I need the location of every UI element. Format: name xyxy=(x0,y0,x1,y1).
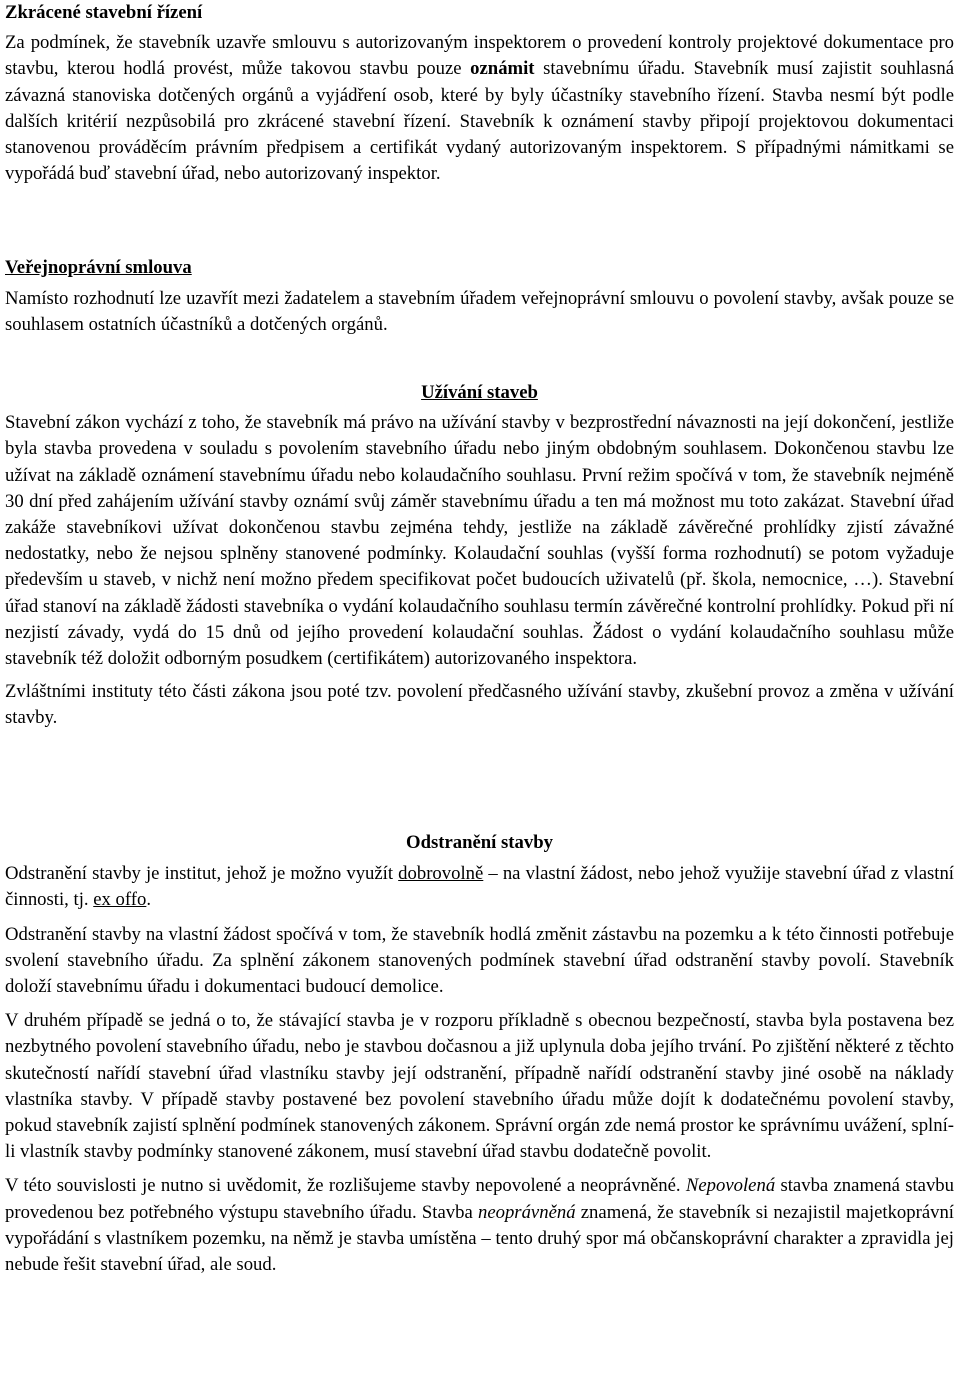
underlined-term-ex-offo: ex offo xyxy=(93,889,147,911)
text-run: Namísto rozhodnutí lze uzavřít mezi žadatelem a stavebním úřadem veřejnoprávní smlouvu o povolení stavby, avšak pouze se souhlasem ostatních účastníků a dotčených orgánů. xyxy=(5,288,954,336)
text-run: V druhém případě se jedná o to, že stávající stavba je v rozporu příkladně s obecnou bezpečností, stavba byla postavena bez nezbytného povolení stavebního úřadu, nebo je stavbou dočasnou a již uplynula doba jejího trvání. Po zjištění některé z těchto skutečností nařídí stavební úřad vlastníku stavby její odstranění, případně nařídí odstranění stavby jiné osobě na náklady vlastníka stavby. V případě stavby postavené bez povolení stavebního úřadu může dojít k dodatečnému povolení stavby, pokud stavebník zajistí splnění podmínek stanovených zákonem. Správní orgán zde nemá prostor ke správnímu uvážení, splní-li vlastník stavby podmínky stanovené zákonem, musí stavební úřad stavbu dodatečně povolit. xyxy=(5,1010,954,1163)
text-run: Zvláštními instituty této části zákona jsou poté tzv. povolení předčasného užívání stavby, zkušební provoz a změna v užívání stavby. xyxy=(5,681,954,729)
section-heading: Veřejnoprávní smlouva xyxy=(5,257,192,278)
underlined-term-dobrovolne: dobrovolně xyxy=(398,863,484,885)
bold-term-oznamit: oznámit xyxy=(470,58,535,80)
paragraph xyxy=(5,861,954,913)
section-heading: Užívání staveb xyxy=(421,382,538,403)
text-run: Odstranění stavby na vlastní žádost spočívá v tom, že stavebník hodlá změnit zástavbu na pozemku a k této činnosti potřebuje svolení stavebního úřadu. Za splnění zákonem stanovených podmínek stavební úřad odstranění stavby povolí. Stavebník doloží stavebnímu úřadu i dokumentaci budoucí demolice. xyxy=(5,923,954,998)
italic-term-neopravnena: neoprávněná xyxy=(477,1201,576,1223)
paragraph xyxy=(5,286,954,338)
text-run: Stavební zákon vychází z toho, že stavebník má právo na užívání stavby v bezprostřední návaznosti na její dokončení, jestliže byla stavba provedena v souladu s povolením stavebního úřadu nebo jiným obdobným souhlasem. Dokončenou stavbu lze užívat na základě oznámení stavebnímu úřadu nebo kolaudačního souhlasu. První režim spočívá v tom, že stavebník nejméně 30 dní před zahájením užívání stavby oznámí svůj záměr stavebnímu úřadu a ten má možnost mu toto zakázat. Stavební úřad zakáže stavebníkovi užívat dokončenou stavbu zejména tehdy, jestliže na základě závěrečné prohlídky zjistí závažné nedostatky, nebo že nejsou splněny stanovené podmínky. Kolaudační souhlas (vyšší forma rozhodnutí) se potom vyžaduje především u staveb, v nichž není možno předem specifikovat počet budoucích uživatelů (př. škola, nemocnice, …). Stavební úřad stanoví na základě žádosti stavebníka o vydání kolaudačního souhlasu termín závěrečné kontrolní prohlídky. Pokud při ní nezjistí závady, vydá do 15 dnů od jejího provedení kolaudační souhlas. Žádost o vydání kolaudačního souhlasu může stavebník též doložit odborným posudkem (certifikátem) autorizovaného inspektora. xyxy=(5,412,954,670)
section-odstraneni-stavby xyxy=(5,830,954,1278)
paragraph xyxy=(5,1008,954,1165)
section-heading: Odstranění stavby xyxy=(406,832,553,853)
section-verejnopravni-smlouva xyxy=(5,255,954,339)
section-heading: Zkrácené stavební řízení xyxy=(5,2,203,23)
section-uzivani-staveb xyxy=(5,380,954,732)
text-run: stavebnímu úřadu. Stavebník musí zajistit souhlasná závazná stanoviska dotčených orgánů a vyjádření osob, které by byly účastníky stavebního řízení. Stavba nesmí být podle dalších kritérií nezpůsobilá pro zkrácené stavební řízení. Stavebník k oznámení stavby připojí projektovou dokumentaci stanovenou prováděcím právním předpisem a certifikát vydaný autorizovaným inspektorem. S případnými námitkami se vypořádá buď stavební úřad, nebo autorizovaný inspektor. xyxy=(5,58,954,185)
text-run: – na vlastní žádost, nebo jehož využije stavební úřad z vlastní činnosti, tj. xyxy=(5,863,954,911)
text-run: stavba znamená stavbu provedenou bez potřebného výstupu stavebního úřadu. Stavba xyxy=(5,1175,954,1223)
paragraph xyxy=(5,679,954,731)
paragraph xyxy=(5,922,954,1001)
text-run: znamená, že stavebník si nezajistil majetkoprávní vypořádání s vlastníkem pozemku, na němž je stavba umístěna – tento druhý spor má občanskoprávní charakter a zpravidla jej nebude řešit stavební úřad, ale soud. xyxy=(5,1201,954,1276)
paragraph xyxy=(5,1173,954,1278)
text-run: Odstranění stavby je institut, jehož je možno využít xyxy=(5,863,399,885)
text-run: . xyxy=(146,889,152,911)
text-run: Za podmínek, že stavebník uzavře smlouvu s autorizovaným inspektorem o provedení kontroly projektové dokumentace pro stavbu, kterou hodlá provést, může takovou stavbu pouze xyxy=(5,32,954,80)
section-zkracene-rizeni xyxy=(5,0,954,187)
text-run: V této souvislosti je nutno si uvědomit, že rozlišujeme stavby nepovolené a neoprávněné. xyxy=(5,1175,686,1197)
paragraph xyxy=(5,410,954,672)
italic-term-nepovolena: Nepovolená xyxy=(685,1175,776,1197)
paragraph xyxy=(5,30,954,187)
